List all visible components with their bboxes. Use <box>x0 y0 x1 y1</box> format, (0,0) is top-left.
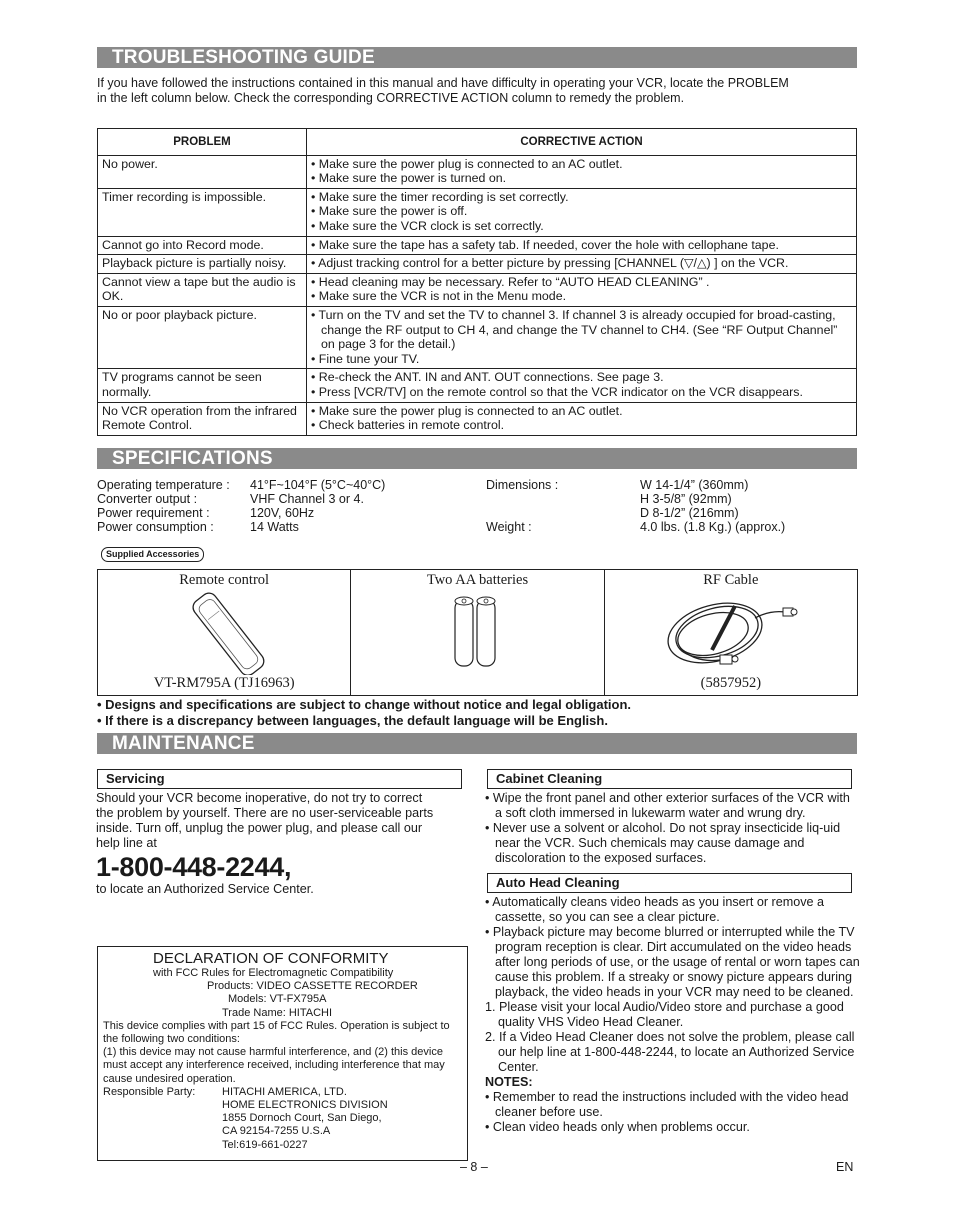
declaration-subtitle: with FCC Rules for Electromagnetic Compatibility <box>153 967 394 979</box>
table-row <box>98 255 857 274</box>
responsible-party <box>103 1085 467 1151</box>
action-cell <box>307 273 857 306</box>
table-row <box>98 188 857 236</box>
cabinet-cleaning-title: Cabinet Cleaning <box>496 771 603 786</box>
spec-values <box>250 478 385 534</box>
spec-value: W 14-1/4” (360mm) <box>640 478 749 492</box>
problem-cell: Cannot view a tape but the audio is OK. <box>98 273 307 306</box>
action-cell <box>307 306 857 368</box>
spec-value: 41°F~104°F (5°C~40°C) <box>250 478 386 492</box>
intro-line: in the left column below. Check the corresponding CORRECTIVE ACTION column to remedy the problem. <box>97 91 685 105</box>
spec-value: 120V, 60Hz <box>250 506 315 520</box>
spec-note-2: • If there is a discrepancy between languages, the default language will be English. <box>97 713 608 728</box>
step-item: 2. If a Video Head Cleaner does not solve the problem, please call our help line at 1-800-448-2244, to locate an Authorized Service Center. <box>485 1030 855 1074</box>
party-label: Responsible Party: <box>103 1085 196 1098</box>
spec-note-1: • Designs and specifications are subject to change without notice and legal obligation. <box>97 697 632 712</box>
action-item: • Turn on the TV and set the TV to channel 3. If channel 3 is already occupied for broad-casting, change the RF output to CH 4, and change the TV channel to CH4. (See “RF Output Channel” on page 3 for the detail.) <box>311 307 838 352</box>
accessories-box <box>97 569 858 696</box>
action-item: • Make sure the power is turned on. <box>311 171 507 186</box>
troubleshooting-title: TROUBLESHOOTING GUIDE <box>112 47 375 68</box>
accessory-batteries <box>351 570 604 695</box>
spec-value: H 3-5/8” (92mm) <box>640 492 732 506</box>
table-row <box>98 306 857 368</box>
party-line: HOME ELECTRONICS DIVISION <box>222 1099 388 1112</box>
column-header-problem: PROBLEM <box>98 129 307 156</box>
specifications-banner <box>97 448 857 469</box>
servicing-header <box>97 769 462 789</box>
spec-label: Weight : <box>486 520 532 534</box>
rf-cable-icon <box>660 588 800 673</box>
action-item: • Make sure the VCR is not in the Menu mode. <box>311 289 567 304</box>
action-item: • Re-check the ANT. IN and ANT. OUT connections. See page 3. <box>311 370 664 385</box>
remote-control-icon <box>178 590 278 675</box>
table-body <box>98 155 857 435</box>
service-phone-number: 1-800-448-2244, <box>96 852 292 882</box>
spec-label: Operating temperature : <box>97 478 230 492</box>
servicing-line: Should your VCR become inoperative, do not try to correct <box>96 791 423 805</box>
auto-head-cleaning-text <box>485 895 860 1135</box>
problem-cell: TV programs cannot be seen normally. <box>98 369 307 402</box>
action-item: • Fine tune your TV. <box>311 351 420 366</box>
party-line: HITACHI AMERICA, LTD. <box>222 1085 347 1098</box>
note-item: • Clean video heads only when problems occur. <box>485 1120 750 1134</box>
party-address <box>222 1086 388 1152</box>
troubleshooting-banner <box>97 47 857 68</box>
servicing-line: help line at <box>96 836 157 850</box>
accessory-remote <box>98 570 351 695</box>
table-row <box>98 369 857 402</box>
accessory-name: Remote control <box>179 572 270 588</box>
declaration-complies: This device complies with part 15 of FCC Rules. Operation is subject to the following two conditions: <box>103 1019 450 1046</box>
action-item: • Make sure the power is off. <box>311 204 468 219</box>
action-item: • Make sure the power plug is connected to an AC outlet. <box>311 156 623 171</box>
party-line: 1855 Dornoch Court, San Diego, <box>222 1112 382 1125</box>
cabinet-cleaning-header <box>487 769 852 789</box>
auto-item: • Playback picture may become blurred or interrupted while the TV program reception is clear. Dirt accumulated on the video heads after long periods of use, or the usage of rental or worn tapes can cause this problem. If a streaky or snowy picture appears during playback, the video heads in your VCR may need to be cleaned. <box>485 925 860 999</box>
declaration-trade: Trade Name: HITACHI <box>222 1006 333 1019</box>
servicing-line: inside. Turn off, unplug the power plug, and please call our <box>96 821 423 835</box>
spec-label: Converter output : <box>97 492 198 506</box>
troubleshooting-intro <box>97 76 867 106</box>
spec-value: VHF Channel 3 or 4. <box>250 492 364 506</box>
accessory-model: (5857952) <box>700 675 762 691</box>
action-item: • Make sure the timer recording is set correctly. <box>311 189 569 204</box>
action-item: • Head cleaning may be necessary. Refer to “AUTO HEAD CLEANING” . <box>311 274 710 289</box>
action-item: • Make sure the power plug is connected to an AC outlet. <box>311 403 623 418</box>
step-item: 1. Please visit your local Audio/Video store and purchase a good quality VHS Video Head Cleaner. <box>485 1000 844 1029</box>
accessory-name: RF Cable <box>703 572 759 588</box>
note-item: • Remember to read the instructions included with the video head cleaner before use. <box>485 1090 849 1119</box>
cabinet-item: • Never use a solvent or alcohol. Do not spray insecticide liq-uid near the VCR. Such chemicals may cause damage and discoloration to the exposed surfaces. <box>485 821 841 865</box>
spec-value: 14 Watts <box>250 520 299 534</box>
spec-label: Power requirement : <box>97 506 210 520</box>
auto-item: • Automatically cleans video heads as you insert or remove a cassette, so you can see a clear picture. <box>485 895 825 924</box>
servicing-title: Servicing <box>106 771 165 786</box>
service-locate-text: to locate an Authorized Service Center. <box>96 882 314 896</box>
maintenance-title: MAINTENANCE <box>112 733 255 754</box>
table-row <box>98 155 857 188</box>
auto-head-cleaning-header <box>487 873 852 893</box>
action-cell <box>307 236 857 255</box>
servicing-line: the problem by yourself. There are no user-serviceable parts <box>96 806 434 820</box>
accessory-rf-cable <box>605 570 857 695</box>
action-item: • Press [VCR/TV] on the remote control so that the VCR indicator on the VCR disappears. <box>311 384 803 399</box>
intro-line: If you have followed the instructions contained in this manual and have difficulty in operating your VCR, locate the PROBLEM <box>97 76 789 90</box>
column-header-action: CORRECTIVE ACTION <box>307 129 857 156</box>
page-number: – 8 – <box>460 1160 488 1174</box>
declaration-models: Models: VT-FX795A <box>228 993 327 1006</box>
declaration-products: Products: VIDEO CASSETTE RECORDER <box>207 980 418 993</box>
specifications-title: SPECIFICATIONS <box>112 448 273 469</box>
action-cell <box>307 188 857 236</box>
troubleshooting-table <box>97 128 857 436</box>
spec-labels-right <box>486 478 558 534</box>
table-row <box>98 402 857 435</box>
problem-cell: No or poor playback picture. <box>98 306 307 368</box>
problem-cell: No power. <box>98 155 307 188</box>
spec-label: Power consumption : <box>97 520 214 534</box>
problem-cell: Timer recording is impossible. <box>98 188 307 236</box>
notes-title: NOTES: <box>485 1075 533 1089</box>
table-header-row <box>98 129 857 156</box>
spec-labels <box>97 478 230 534</box>
action-cell <box>307 255 857 274</box>
action-item: • Make sure the VCR clock is set correctly. <box>311 218 544 233</box>
action-cell <box>307 369 857 402</box>
party-line: CA 92154-7255 U.S.A <box>222 1125 331 1138</box>
language-code: EN <box>836 1160 854 1174</box>
declaration-box <box>97 946 468 1161</box>
declaration-title: DECLARATION OF CONFORMITY <box>153 950 389 967</box>
spec-values-right <box>640 478 785 534</box>
accessory-name: Two AA batteries <box>426 572 529 588</box>
party-line: Tel:619-661-0227 <box>222 1138 308 1151</box>
action-item: • Make sure the tape has a safety tab. If needed, cover the hole with cellophane tape. <box>311 237 779 252</box>
action-cell <box>307 155 857 188</box>
action-item: • Adjust tracking control for a better picture by pressing [CHANNEL (▽/△) ] on the VCR. <box>311 256 789 271</box>
declaration-conditions: (1) this device may not cause harmful interference, and (2) this device must accept any interference received, including interference that may cause undesired operation. <box>103 1046 445 1085</box>
auto-head-cleaning-title: Auto Head Cleaning <box>496 875 620 890</box>
maintenance-banner <box>97 733 857 754</box>
cabinet-item: • Wipe the front panel and other exterior surfaces of the VCR with a soft cloth immersed in lukewarm water and wrung dry. <box>485 791 850 820</box>
accessories-badge: Supplied Accessories <box>101 547 204 562</box>
accessory-model: VT-RM795A (TJ16963) <box>153 675 295 691</box>
problem-cell: Cannot go into Record mode. <box>98 236 307 255</box>
action-cell <box>307 402 857 435</box>
action-item: • Check batteries in remote control. <box>311 418 505 433</box>
spec-value: 4.0 lbs. (1.8 Kg.) (approx.) <box>640 520 786 534</box>
problem-cell: No VCR operation from the infrared Remote Control. <box>98 402 307 435</box>
spec-label: Dimensions : <box>486 478 559 492</box>
cabinet-cleaning-text <box>485 791 860 866</box>
spec-value: D 8-1/2” (216mm) <box>640 506 739 520</box>
problem-cell: Playback picture is partially noisy. <box>98 255 307 274</box>
table-row <box>98 236 857 255</box>
batteries-icon <box>448 594 508 670</box>
table-row <box>98 273 857 306</box>
servicing-text <box>96 791 471 851</box>
